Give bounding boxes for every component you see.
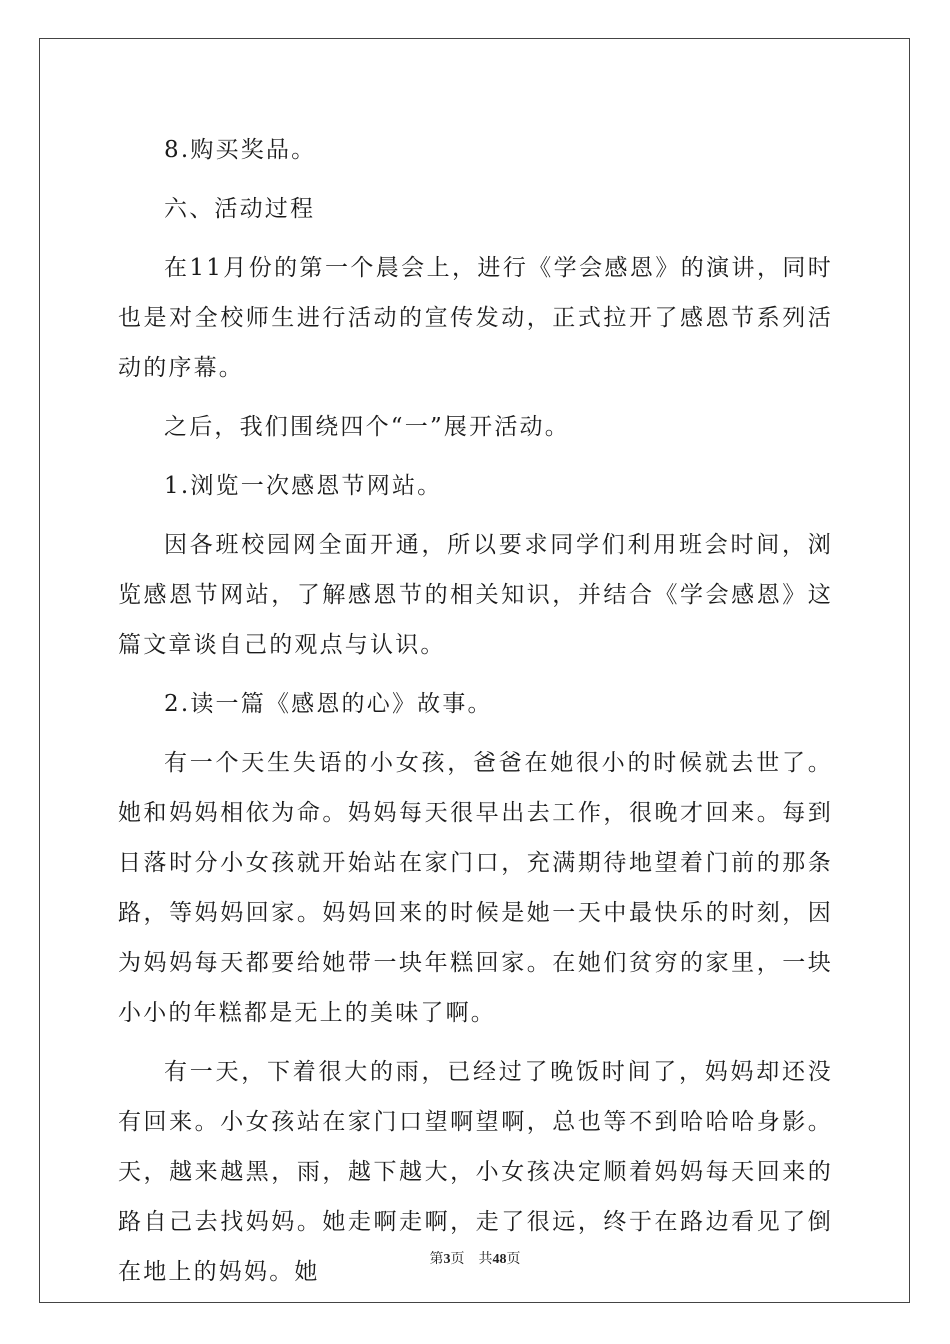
total-pages: 48	[492, 1252, 507, 1267]
page-suffix: 页	[450, 1252, 465, 1267]
section-heading: 六、活动过程	[164, 196, 316, 222]
list-item-heading: 2.读一篇《感恩的心》故事。	[164, 691, 493, 717]
document-body	[118, 125, 833, 1306]
paragraph: 之后，我们围绕四个“一”展开活动。	[164, 414, 570, 440]
page-footer	[0, 1248, 950, 1268]
paragraph: 因各班校园网全面开通，所以要求同学们利用班会时间，浏览感恩节网站，了解感恩节的相关知识，并结合《学会感恩》这篇文章谈自己的观点与认识。	[118, 532, 833, 658]
paragraph: 8.购买奖品。	[164, 137, 317, 163]
total-suffix: 页	[506, 1252, 521, 1267]
paragraph: 有一个天生失语的小女孩，爸爸在她很小的时候就去世了。她和妈妈相依为命。妈妈每天很早出去工作，很晚才回来。每到日落时分小女孩就开始站在家门口，充满期待地望着门前的那条路，等妈妈回家。妈妈回来的时候是她一天中最快乐的时刻，因为妈妈每天都要给她带一块年糕回家。在她们贫穷的家里，一块小小的年糕都是无上的美味了啊。	[118, 750, 833, 1026]
page-prefix: 第	[429, 1252, 444, 1267]
page-number: 3	[443, 1252, 451, 1267]
paragraph: 有一天，下着很大的雨，已经过了晚饭时间了，妈妈却还没有回来。小女孩站在家门口望啊望啊，总也等不到哈哈哈身影。天，越来越黑，雨，越下越大，小女孩决定顺着妈妈每天回来的路自己去找妈妈。她走啊走啊，走了很远，终于在路边看见了倒在地上的妈妈。她	[118, 1059, 833, 1285]
total-prefix: 共	[478, 1252, 493, 1267]
list-item-heading: 1.浏览一次感恩节网站。	[164, 473, 443, 499]
paragraph: 在11月份的第一个晨会上，进行《学会感恩》的演讲，同时也是对全校师生进行活动的宣传发动，正式拉开了感恩节系列活动的序幕。	[118, 255, 833, 381]
